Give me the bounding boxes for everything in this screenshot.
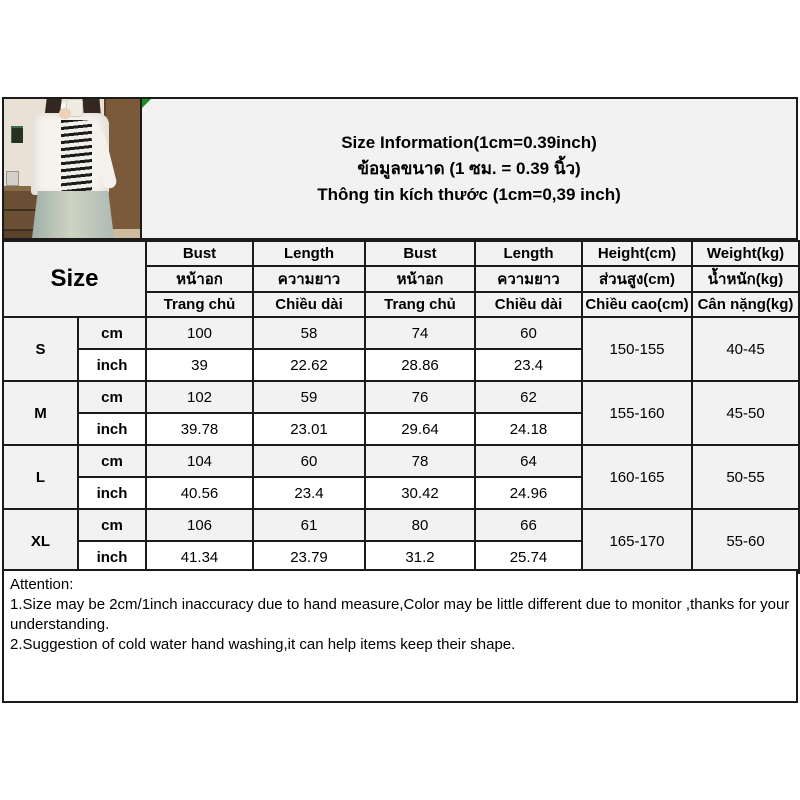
title-line-en: Size Information(1cm=0.39inch) xyxy=(341,132,597,152)
size-header: Size xyxy=(3,241,146,317)
title-line-vi: Thông tin kích thước (1cm=0,39 inch) xyxy=(317,184,621,204)
table-row xyxy=(3,509,799,541)
value-cell: 30.42 xyxy=(365,477,475,509)
value-cell: 59 xyxy=(253,381,365,413)
value-cell: 80 xyxy=(365,509,475,541)
attention-note-1: 1.Size may be 2cm/1inch inaccuracy due to hand measure,Color may be little different due to monitor ,thanks for your understanding. xyxy=(10,596,790,633)
value-cell: 61 xyxy=(253,509,365,541)
unit-label: cm xyxy=(78,317,146,349)
value-cell: 60 xyxy=(475,317,582,349)
header-height-vi: Chiều cao(cm) xyxy=(582,292,692,317)
value-cell: 22.62 xyxy=(253,349,365,381)
value-cell: 39 xyxy=(146,349,253,381)
header-length-1-th: ความยาว xyxy=(253,266,365,292)
height-range-cell: 160-165 xyxy=(582,445,692,509)
header-weight-th: น้ำหนัก(kg) xyxy=(692,266,799,292)
value-cell: 39.78 xyxy=(146,413,253,445)
unit-label: cm xyxy=(78,445,146,477)
photo-wall-frame xyxy=(11,126,23,143)
photo-light-switch xyxy=(6,171,19,186)
value-cell: 100 xyxy=(146,317,253,349)
value-cell: 41.34 xyxy=(146,541,253,573)
table-row xyxy=(3,317,799,349)
photo-striped-top xyxy=(61,120,92,194)
size-label-m: M xyxy=(3,381,78,445)
header-weight-vi: Cân nặng(kg) xyxy=(692,292,799,317)
header-bust-2-th: หน้าอก xyxy=(365,266,475,292)
value-cell: 24.18 xyxy=(475,413,582,445)
size-label-l: L xyxy=(3,445,78,509)
value-cell: 24.96 xyxy=(475,477,582,509)
header-block xyxy=(2,97,798,240)
value-cell: 76 xyxy=(365,381,475,413)
value-cell: 62 xyxy=(475,381,582,413)
photo-jeans xyxy=(32,191,114,238)
height-range-cell: 165-170 xyxy=(582,509,692,573)
value-cell: 40.56 xyxy=(146,477,253,509)
header-length-2-vi: Chiều dài xyxy=(475,292,582,317)
value-cell: 60 xyxy=(253,445,365,477)
corner-marker-icon xyxy=(142,99,151,108)
value-cell: 31.2 xyxy=(365,541,475,573)
value-cell: 66 xyxy=(475,509,582,541)
header-bust-1-th: หน้าอก xyxy=(146,266,253,292)
value-cell: 25.74 xyxy=(475,541,582,573)
size-label-xl: XL xyxy=(3,509,78,573)
unit-label: inch xyxy=(78,413,146,445)
header-bust-1-en: Bust xyxy=(146,241,253,266)
value-cell: 64 xyxy=(475,445,582,477)
header-bust-2-vi: Trang chủ xyxy=(365,292,475,317)
size-info-title xyxy=(142,99,796,238)
weight-range-cell: 40-45 xyxy=(692,317,799,381)
value-cell: 23.01 xyxy=(253,413,365,445)
header-length-2-en: Length xyxy=(475,241,582,266)
header-height-th: ส่วนสูง(cm) xyxy=(582,266,692,292)
weight-range-cell: 45-50 xyxy=(692,381,799,445)
value-cell: 58 xyxy=(253,317,365,349)
header-weight-en: Weight(kg) xyxy=(692,241,799,266)
value-cell: 29.64 xyxy=(365,413,475,445)
header-length-1-en: Length xyxy=(253,241,365,266)
value-cell: 104 xyxy=(146,445,253,477)
attention-note-2: 2.Suggestion of cold water hand washing,it can help items keep their shape. xyxy=(10,636,516,653)
unit-label: inch xyxy=(78,349,146,381)
unit-label: inch xyxy=(78,477,146,509)
value-cell: 106 xyxy=(146,509,253,541)
table-row xyxy=(3,381,799,413)
header-length-1-vi: Chiều dài xyxy=(253,292,365,317)
value-cell: 102 xyxy=(146,381,253,413)
unit-label: inch xyxy=(78,541,146,573)
size-table xyxy=(2,240,800,574)
value-cell: 28.86 xyxy=(365,349,475,381)
header-height-en: Height(cm) xyxy=(582,241,692,266)
unit-label: cm xyxy=(78,509,146,541)
value-cell: 23.4 xyxy=(475,349,582,381)
product-photo xyxy=(4,99,142,238)
unit-label: cm xyxy=(78,381,146,413)
header-bust-2-en: Bust xyxy=(365,241,475,266)
value-cell: 23.4 xyxy=(253,477,365,509)
header-length-2-th: ความยาว xyxy=(475,266,582,292)
value-cell: 74 xyxy=(365,317,475,349)
height-range-cell: 155-160 xyxy=(582,381,692,445)
attention-notes xyxy=(2,569,798,703)
value-cell: 78 xyxy=(365,445,475,477)
height-range-cell: 150-155 xyxy=(582,317,692,381)
table-row xyxy=(3,445,799,477)
photo-hand xyxy=(59,108,71,119)
weight-range-cell: 55-60 xyxy=(692,509,799,573)
attention-heading: Attention: xyxy=(10,576,74,593)
value-cell: 23.79 xyxy=(253,541,365,573)
weight-range-cell: 50-55 xyxy=(692,445,799,509)
header-bust-1-vi: Trang chủ xyxy=(146,292,253,317)
size-label-s: S xyxy=(3,317,78,381)
title-line-th: ข้อมูลขนาด (1 ซม. = 0.39 นิ้ว) xyxy=(357,158,581,178)
